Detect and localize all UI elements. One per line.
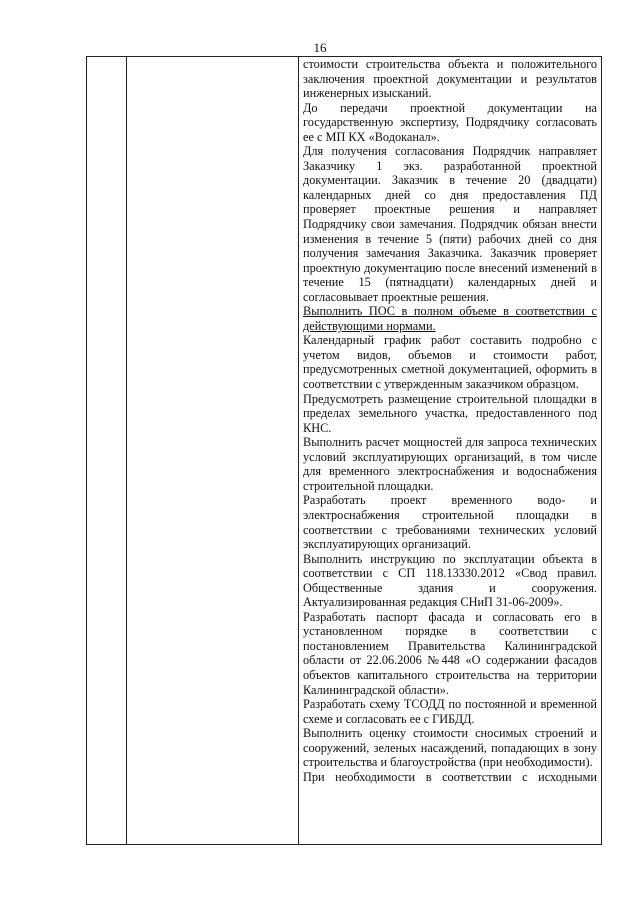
table-border-bottom <box>86 844 602 845</box>
paragraph: Выполнить оценку стоимости сносимых строений и сооружений, зеленых насаждений, попадающих в зону строительства и благоустройства (при необходимости). <box>303 726 597 770</box>
table-border-left <box>86 56 87 845</box>
page-number: 16 <box>313 40 327 55</box>
paragraph-underlined: Выполнить ПОС в полном объеме в соответствии с действующими нормами. <box>303 304 597 333</box>
table-column-divider-1 <box>126 56 127 845</box>
table-column-divider-2 <box>298 56 299 845</box>
paragraph: Предусмотреть размещение строительной площадки в пределах земельного участка, предоставленного под КНС. <box>303 391 597 435</box>
paragraph: Календарный график работ составить подробно с учетом видов, объемов и стоимости работ, предусмотренных сметной документацией, оформить в соответствии с утвержденным заказчиком образцом. <box>303 333 597 392</box>
paragraph: стоимости строительства объекта и положительного заключения проектной документации и результатов инженерных изысканий. <box>303 57 597 101</box>
paragraph: Разработать схему ТСОДД по постоянной и временной схеме и согласовать ее с ГИБДД. <box>303 697 597 726</box>
paragraph: Разработать паспорт фасада и согласовать его в установленном порядке в соответствии с постановлением Правительства Калининградской области от 22.06.2006 №448 «О содержании фасадов объектов капитального строительства на территории Калининградской области». <box>303 609 597 697</box>
paragraph: Выполнить инструкцию по эксплуатации объекта в соответствии с СП 118.13330.2012 «Свод правил. Общественные здания и сооружения. Актуализированная редакция СНиП 31-06-2009». <box>303 551 597 610</box>
table-cell-requirements <box>303 57 597 784</box>
table-border-right <box>601 56 602 845</box>
paragraph: До передачи проектной документации на государственную экспертизу, Подрядчику согласовать ее с МП КХ «Водоканал». <box>303 100 597 144</box>
paragraph: Для получения согласования Подрядчик направляет Заказчику 1 экз. разработанной проектной документации. Заказчик в течение 20 (двадцати) календарных дней со дня предоставления ПД проверяет проектные решения и направляет Подрядчику свои замечания. Подрядчик обязан внести изменения в течение 5 (пяти) рабочих дней со дня получения замечания Заказчика. Заказчик проверяет проектную документацию после внесений изменений в течение 15 (пятнадцати) календарных дней и согласовывает проектные решения. <box>303 144 597 304</box>
paragraph-continued: При необходимости в соответствии с исходными <box>303 769 597 784</box>
paragraph: Выполнить расчет мощностей для запроса технических условий эксплуатирующих организаций, в том числе для временного электроснабжения и водоснабжения строительной площадки. <box>303 435 597 493</box>
paragraph: Разработать проект временного водо- и электроснабжения строительной площадки в соответствии с требованиями технических условий эксплуатирующих организаций. <box>303 493 597 552</box>
